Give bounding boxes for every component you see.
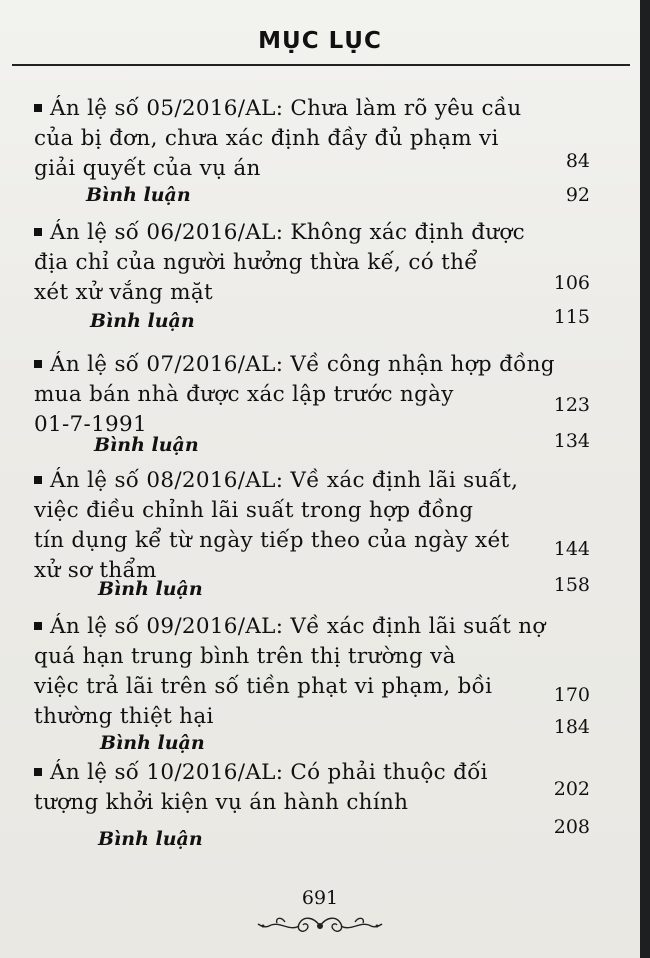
entry-page-number: 84: [565, 150, 590, 172]
book-edge: [640, 0, 650, 958]
toc-entry-07[interactable]: [34, 350, 594, 440]
toc-entry-06[interactable]: [34, 218, 594, 308]
entry-page-number: 106: [553, 272, 590, 294]
entry-line: Án lệ số 08/2016/AL: Về xác định lãi suất,: [34, 466, 594, 496]
commentary-page-number: 158: [553, 574, 590, 596]
entry-line: địa chỉ của người hưởng thừa kế, có thể: [34, 250, 478, 275]
entry-line: việc trả lãi trên số tiền phạt vi phạm, bồi: [34, 674, 493, 699]
commentary-link[interactable]: Bình luận: [98, 828, 203, 850]
entry-line: Án lệ số 06/2016/AL: Không xác định được: [34, 218, 594, 248]
toc-entry-05[interactable]: [34, 94, 594, 184]
entry-line: xử sơ thẩm: [34, 558, 157, 583]
entry-line: việc điều chỉnh lãi suất trong hợp đồng: [34, 498, 474, 523]
title-divider: [12, 64, 630, 66]
square-bullet-icon: [34, 622, 42, 630]
commentary-link[interactable]: Bình luận: [86, 184, 191, 206]
square-bullet-icon: [34, 768, 42, 776]
page-number: 691: [301, 887, 339, 909]
flourish-ornament-icon: [255, 912, 385, 940]
square-bullet-icon: [34, 104, 42, 112]
commentary-page-number: 208: [553, 816, 590, 838]
entry-page-number: 144: [553, 538, 590, 560]
entry-line: của bị đơn, chưa xác định đầy đủ phạm vi: [34, 126, 499, 151]
commentary-page-number: 115: [553, 306, 590, 328]
commentary-page-number: 92: [565, 184, 590, 206]
commentary-link[interactable]: Bình luận: [94, 434, 199, 456]
entry-line: Án lệ số 09/2016/AL: Về xác định lãi suất nợ: [34, 612, 594, 642]
entry-line: quá hạn trung bình trên thị trường và: [34, 644, 456, 669]
entry-page-number: 202: [553, 778, 590, 800]
entry-line: thường thiệt hại: [34, 704, 214, 729]
entry-line: mua bán nhà được xác lập trước ngày: [34, 382, 454, 407]
toc-entry-10[interactable]: [34, 758, 594, 818]
square-bullet-icon: [34, 360, 42, 368]
entry-line: tín dụng kể từ ngày tiếp theo của ngày xét: [34, 528, 510, 553]
entry-page-number: 123: [553, 394, 590, 416]
commentary-page-number: 134: [553, 430, 590, 452]
entry-line: tượng khởi kiện vụ án hành chính: [34, 790, 409, 815]
commentary-link[interactable]: Bình luận: [100, 732, 205, 754]
entry-line: giải quyết của vụ án: [34, 156, 261, 181]
entry-line: Án lệ số 10/2016/AL: Có phải thuộc đối: [34, 758, 594, 788]
square-bullet-icon: [34, 476, 42, 484]
entry-line: xét xử vắng mặt: [34, 280, 213, 305]
page-title: MỤC LỤC: [258, 28, 382, 54]
entry-line: Án lệ số 05/2016/AL: Chưa làm rõ yêu cầu: [34, 94, 594, 124]
toc-entry-09[interactable]: [34, 612, 594, 732]
toc-entry-08[interactable]: [34, 466, 594, 586]
commentary-link[interactable]: Bình luận: [90, 310, 195, 332]
square-bullet-icon: [34, 228, 42, 236]
entry-line: 01-7-1991: [34, 412, 147, 437]
commentary-page-number: 184: [553, 716, 590, 738]
entry-page-number: 170: [553, 684, 590, 706]
entry-line: Án lệ số 07/2016/AL: Về công nhận hợp đồng: [34, 350, 594, 380]
commentary-link[interactable]: Bình luận: [98, 578, 203, 600]
